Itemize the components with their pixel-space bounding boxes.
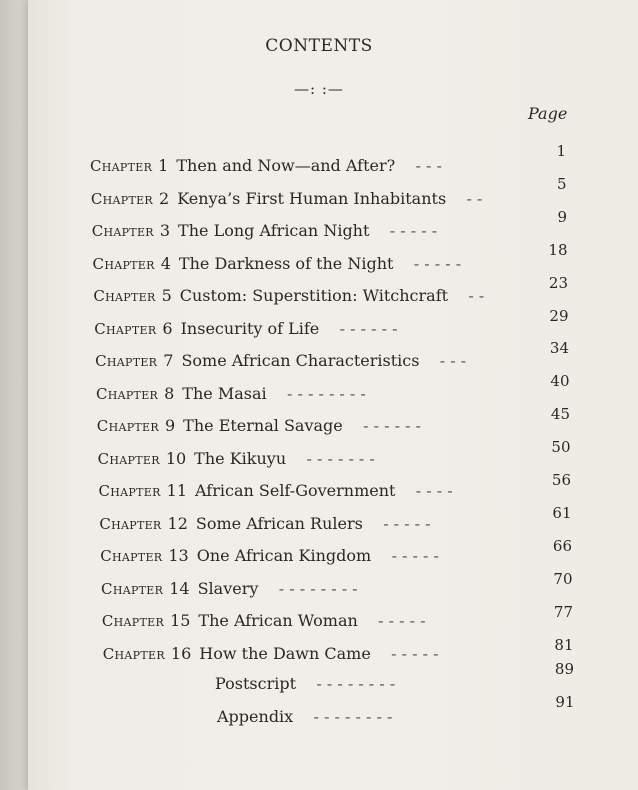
leader-dots: - - - - -	[378, 611, 426, 630]
toc-entry	[93, 286, 484, 310]
leader-dots: - - - - -	[413, 253, 462, 273]
section-title: Postscript	[215, 674, 296, 693]
page-number: 61	[552, 503, 572, 522]
chapter-title: The Masai	[182, 383, 267, 403]
page-column-header: Page	[528, 104, 568, 123]
chapter-number: 5	[161, 286, 172, 305]
leader-dots: - -	[468, 286, 485, 305]
leader-dots: - - -	[439, 351, 467, 370]
chapter-label: Chapter	[95, 352, 158, 370]
toc-entry	[96, 384, 366, 408]
toc-entry	[102, 611, 426, 635]
chapter-number: 11	[166, 481, 188, 500]
chapter-number: 2	[159, 188, 170, 208]
page-number: 23	[548, 273, 568, 292]
toc-entry	[99, 514, 430, 538]
chapter-title: The African Woman	[198, 611, 358, 630]
toc-entry	[101, 579, 358, 603]
page-number: 9	[557, 207, 567, 226]
chapter-title: One African Kingdom	[196, 546, 372, 565]
chapter-label: Chapter	[91, 222, 154, 240]
chapter-title: The Eternal Savage	[183, 416, 343, 435]
section-title: Appendix	[217, 706, 294, 726]
toc-entry	[95, 351, 466, 375]
chapter-label: Chapter	[96, 417, 159, 435]
chapter-number: 6	[162, 318, 173, 338]
chapter-label: Chapter	[93, 287, 156, 305]
chapter-label: Chapter	[90, 189, 154, 208]
chapter-label: Chapter	[95, 384, 159, 403]
page-number: 45	[550, 405, 570, 424]
chapter-title: Some African Rulers	[195, 513, 363, 533]
page-number: 81	[554, 635, 574, 654]
chapter-title: Slavery	[197, 578, 259, 598]
page-number: 34	[549, 339, 569, 358]
leader-dots: - - - - - -	[339, 318, 398, 338]
page-number: 77	[553, 602, 573, 621]
toc-entry	[217, 707, 392, 731]
chapter-label: Chapter	[101, 579, 164, 598]
title-ornament: —: :—	[294, 80, 344, 98]
chapter-label: Chapter	[102, 644, 165, 663]
chapter-number: 4	[160, 253, 171, 273]
chapter-title: The Long African Night	[178, 221, 370, 240]
chapter-number: 14	[169, 578, 190, 598]
page-number: 18	[548, 240, 568, 259]
chapter-label: Chapter	[97, 449, 160, 468]
toc-entry	[98, 449, 375, 473]
page-number: 40	[550, 372, 570, 391]
page-number: 70	[553, 569, 573, 588]
toc-entry	[99, 481, 453, 505]
leader-dots: - - - - - - - -	[286, 383, 366, 403]
chapter-number: 12	[167, 513, 188, 533]
leader-dots: - - - - - - -	[306, 448, 375, 468]
chapter-label: Chapter	[90, 157, 153, 175]
page-number: 56	[551, 471, 571, 489]
page-number: 66	[552, 536, 572, 555]
chapter-number: 13	[168, 546, 189, 565]
chapter-label: Chapter	[99, 514, 162, 533]
toc-entry	[103, 644, 439, 668]
chapter-label: Chapter	[101, 612, 165, 630]
toc-entry	[92, 221, 437, 245]
toc-entry	[91, 189, 483, 213]
page-number: 1	[556, 142, 566, 160]
leader-dots: - - - - - - - -	[316, 674, 396, 693]
leader-dots: - - - - -	[391, 546, 439, 565]
page-number: 91	[555, 692, 575, 711]
chapter-title: The Kikuyu	[194, 448, 287, 468]
chapter-title: African Self-Government	[195, 481, 396, 500]
chapter-number: 9	[164, 416, 176, 435]
chapter-number: 3	[159, 221, 171, 240]
leader-dots: - - - - - - - -	[278, 578, 358, 598]
toc-entry	[100, 546, 439, 570]
chapter-number: 7	[163, 351, 174, 370]
leader-dots: - - - - -	[383, 513, 431, 533]
leader-dots: - - - -	[415, 481, 453, 500]
leader-dots: - - - - - -	[363, 416, 421, 435]
toc-entry	[93, 254, 462, 278]
leader-dots: - - - - -	[391, 643, 439, 663]
chapter-number: 1	[158, 156, 169, 175]
chapter-number: 16	[170, 643, 192, 663]
chapter-title: The Darkness of the Night	[178, 253, 394, 273]
chapter-title: Kenya’s First Human Inhabitants	[177, 188, 447, 208]
chapter-label: Chapter	[92, 254, 155, 273]
toc-entry	[94, 319, 397, 343]
page-number: 89	[554, 660, 574, 678]
binding-edge	[0, 0, 28, 790]
toc-entry	[97, 416, 421, 440]
chapter-number: 15	[170, 611, 191, 630]
chapter-title: Insecurity of Life	[180, 318, 320, 338]
leader-dots: - - - - - - - -	[313, 706, 393, 726]
chapter-number: 10	[165, 448, 187, 468]
chapter-title: Some African Characteristics	[181, 351, 420, 370]
toc-entry	[215, 674, 395, 698]
chapter-number: 8	[164, 383, 175, 403]
leader-dots: - -	[466, 188, 483, 208]
chapter-title: How the Dawn Came	[199, 643, 371, 663]
chapter-title: Then and Now—and After?	[176, 156, 396, 175]
chapter-label: Chapter	[94, 319, 157, 338]
chapter-label: Chapter	[98, 482, 161, 500]
toc-entry	[90, 156, 442, 180]
leader-dots: - - - - -	[389, 221, 438, 240]
leader-dots: - - -	[415, 156, 442, 175]
page-number: 50	[551, 438, 571, 457]
page-number: 29	[549, 306, 569, 325]
chapter-title: Custom: Superstition: Witchcraft	[179, 286, 449, 305]
page-number: 5	[556, 174, 567, 193]
contents-heading: CONTENTS	[265, 36, 373, 56]
chapter-label: Chapter	[100, 547, 163, 565]
